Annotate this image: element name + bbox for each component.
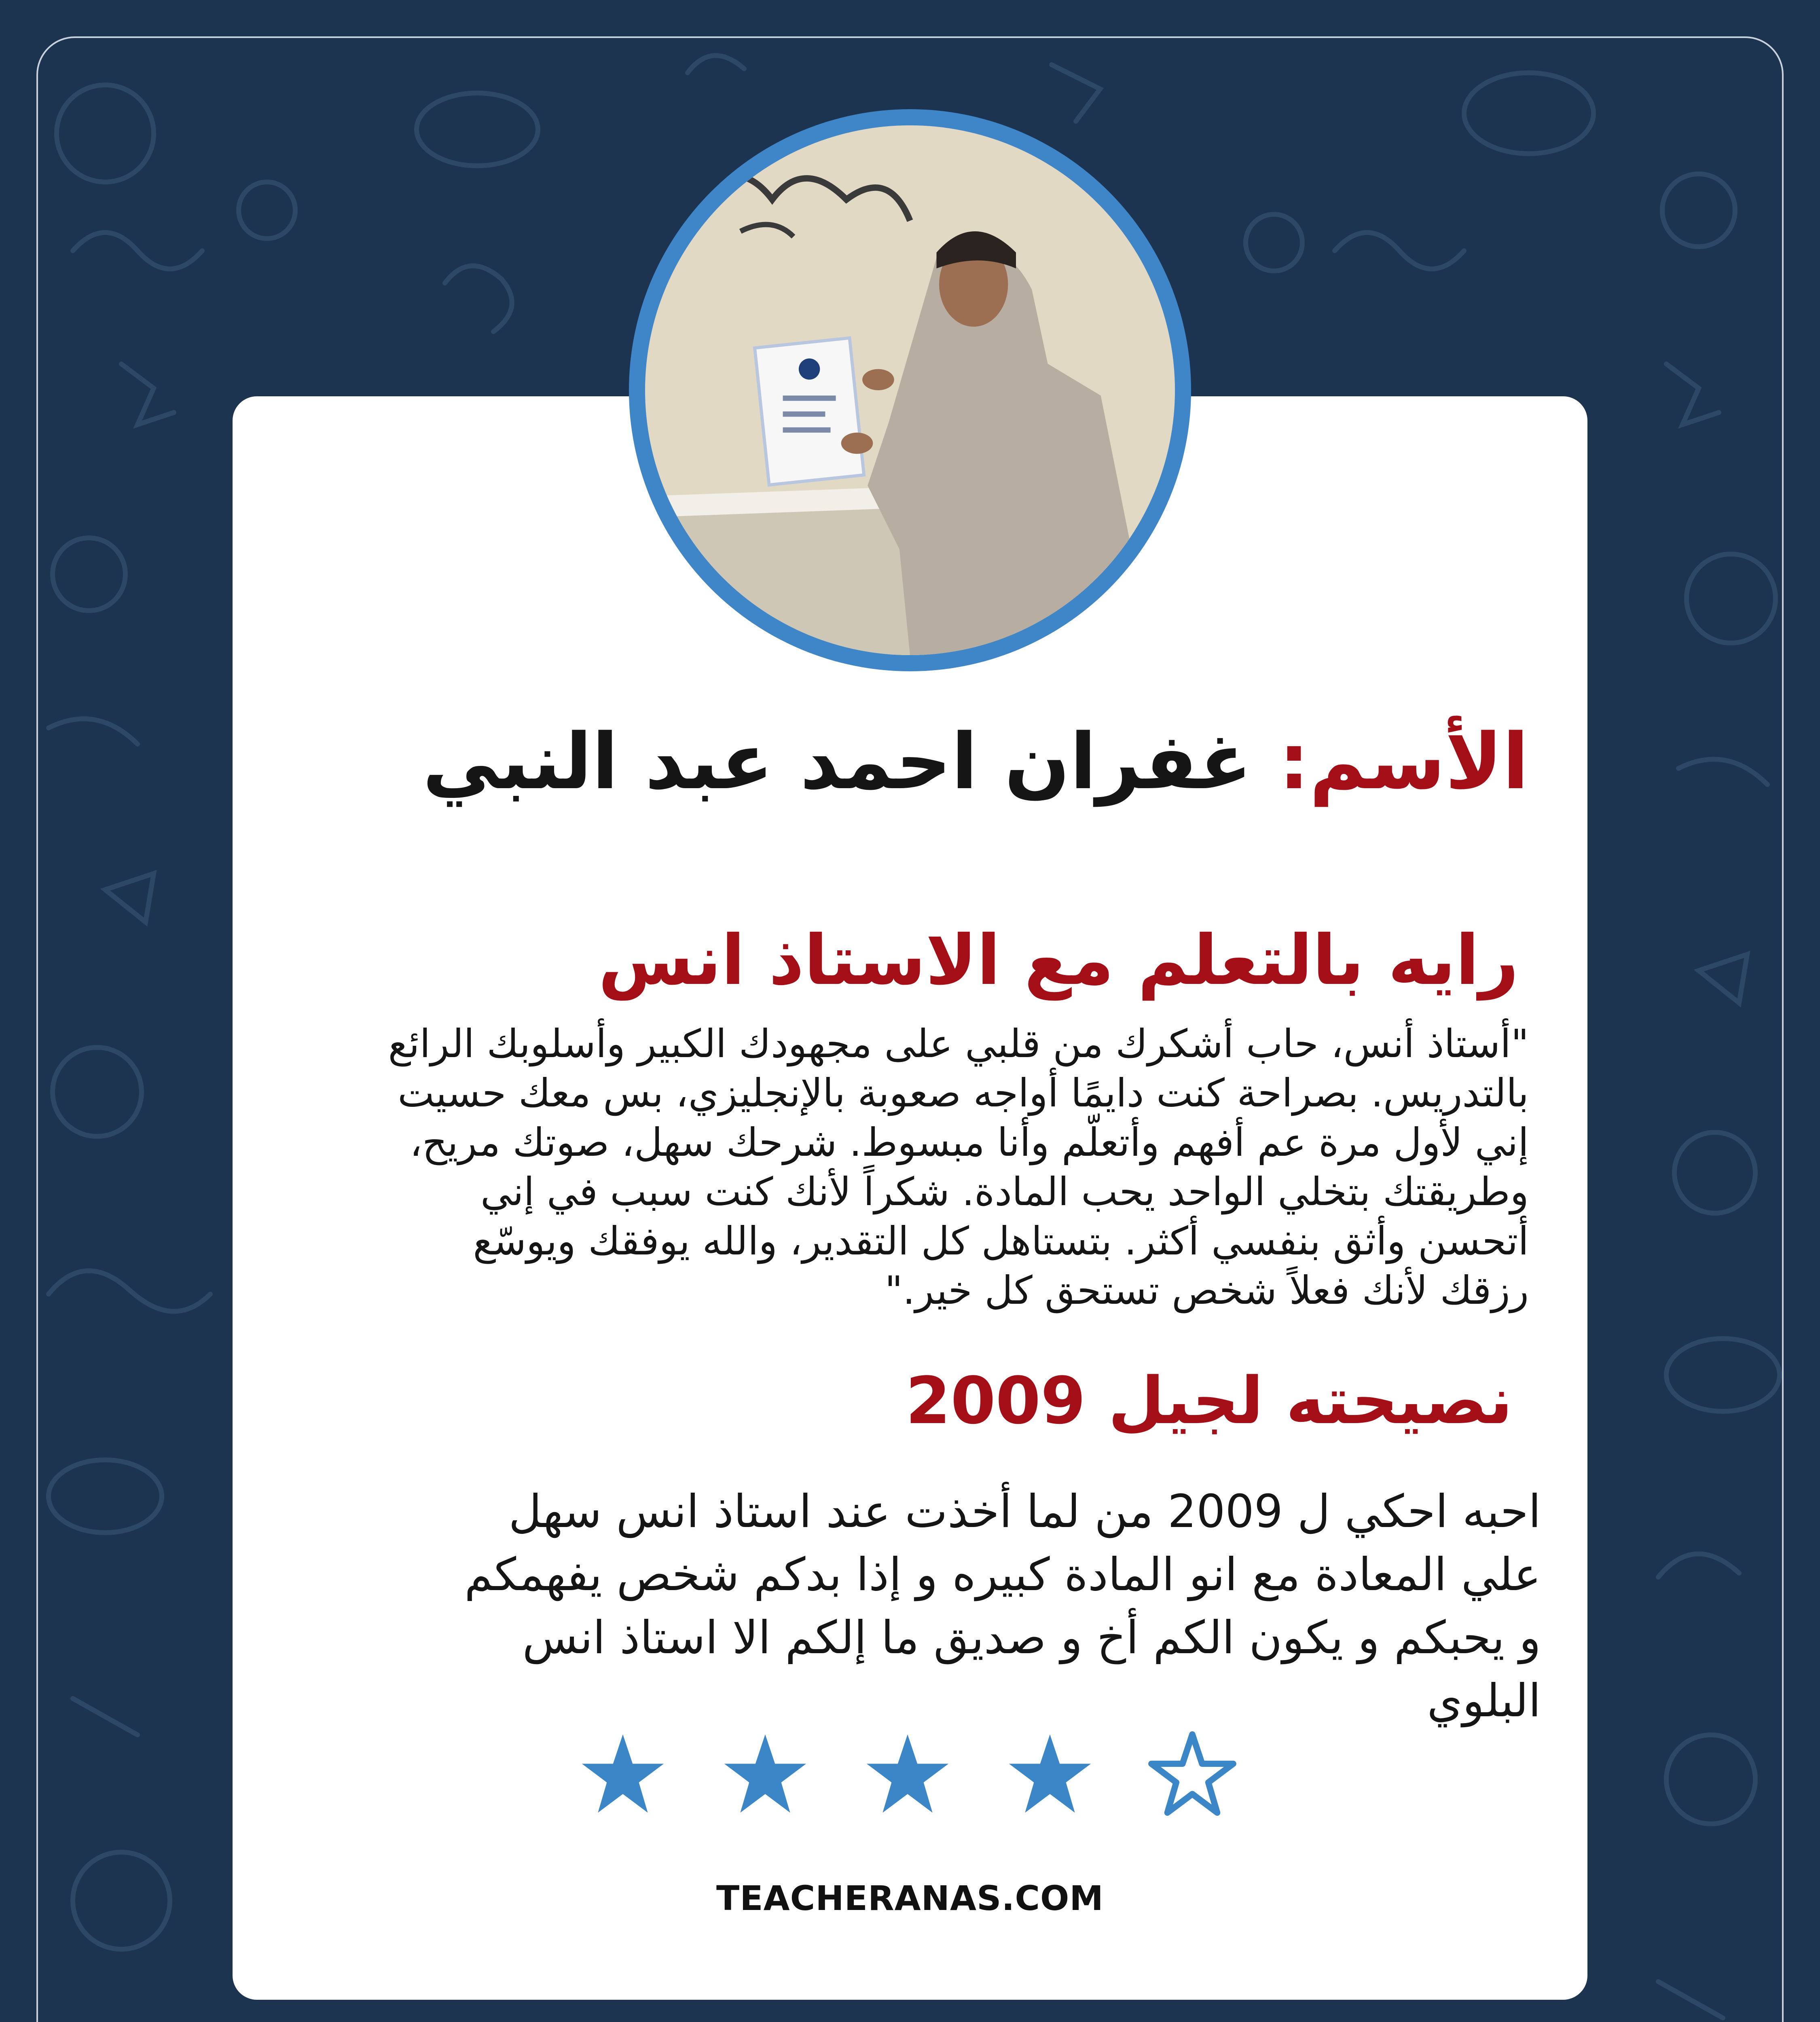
student-name-row <box>423 712 1529 812</box>
star-icon <box>578 1731 667 1820</box>
student-name: غفران احمد عبد النبي <box>422 717 1252 806</box>
advice-heading: نصيحته لجيل 2009 <box>906 1363 1513 1438</box>
star-icon <box>721 1731 810 1820</box>
advice-text: احبه احكي ل 2009 من لما أخذت عند استاذ انس سهل علي المعادة مع انو المادة كبيره و إذا بدكم شخص يفهمكم و يحبكم و يكون الكم أخ و صديق ما إلكم الا استاذ انس البلوي <box>464 1485 1541 1727</box>
star-icon <box>1148 1731 1237 1820</box>
star-icon <box>863 1731 952 1820</box>
review-text: "أستاذ أنس، حاب أشكرك من قلبي على مجهودك الكبير وأسلوبك الرائع بالتدريس. بصراحة كنت دايمًا أواجه صعوبة بالإنجليزي، بس معك حسيت إني لأول مرة عم أفهم وأتعلّم وأنا مبسوط. شرحك سهل، صوتك مريح، وطريقتك بتخلي الواحد يحب المادة. شكراً لأنك كنت سبب في إني أتحسن وأثق بنفسي أكثر. بتستاهل كل التقدير، والله يوفقك ويوسّع رزقك لأنك فعلاً شخص تستحق كل خير." <box>388 1021 1529 1313</box>
star-rating <box>578 1731 1262 1820</box>
star-icon <box>1005 1731 1094 1820</box>
website-link[interactable]: TEACHERANAS.COM <box>716 1878 1104 1918</box>
name-label: الأسم: <box>1278 717 1529 806</box>
review-heading: رايه بالتعلم مع الاستاذ انس <box>598 920 1519 1000</box>
student-photo <box>629 109 1191 671</box>
